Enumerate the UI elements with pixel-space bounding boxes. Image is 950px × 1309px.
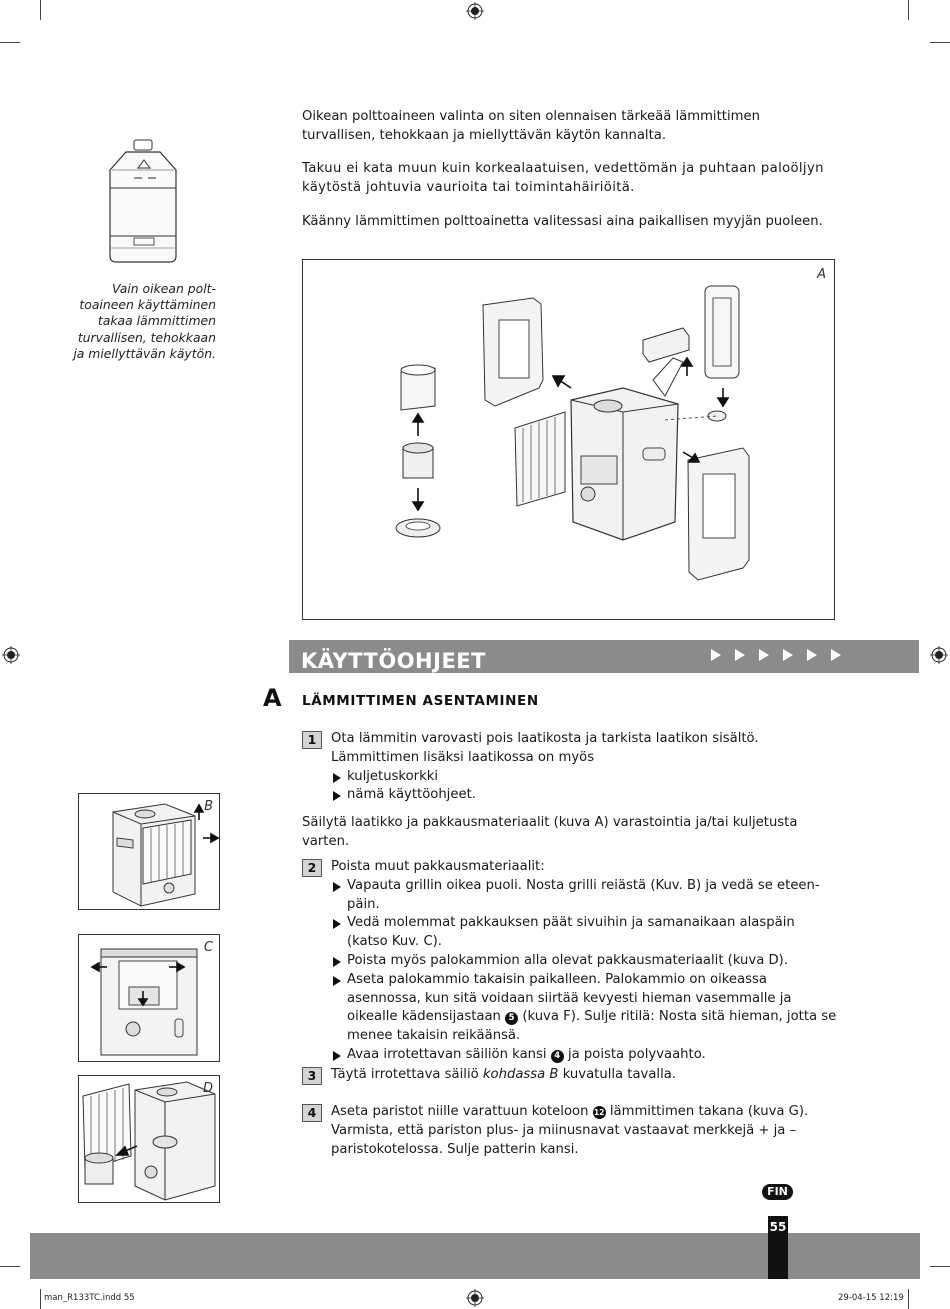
figure-b-label: B	[204, 799, 213, 814]
subsection-title: LÄMMITTIMEN ASENTAMINEN	[302, 693, 539, 709]
crop-mark	[40, 0, 41, 20]
step-2-line-1: Poista muut pakkausmateriaalit:	[331, 859, 545, 874]
step-4	[331, 1103, 837, 1159]
grille-removal-diagram	[79, 794, 219, 909]
step-1-note: Säilytä laatikko ja pakkausmateriaalit (kuva A) varastointia ja/tai kuljetusta varten.	[302, 815, 798, 849]
callout-5-icon: 5	[505, 1012, 518, 1025]
step-1	[331, 730, 841, 805]
step-1-number: 1	[302, 731, 322, 749]
exploded-heater-diagram	[303, 260, 834, 619]
figure-a	[302, 259, 835, 620]
step-1-line-2: Lämmittimen lisäksi laatikossa on myös	[331, 749, 595, 765]
arrow-right-icon	[735, 649, 745, 661]
page-number: 55	[769, 1220, 787, 1234]
crop-mark	[0, 42, 20, 43]
arrow-right-icon	[807, 649, 817, 661]
step-2-bullet-5	[331, 1046, 837, 1065]
step-1-bullet-2: nämä käyttöohjeet.	[331, 786, 841, 805]
callout-12-icon: 12	[593, 1108, 605, 1117]
subsection-letter: A	[263, 684, 282, 712]
date-slug: 29-04-15 12:19	[838, 1293, 904, 1303]
registration-mark-icon	[466, 1289, 484, 1307]
arrow-right-icon	[759, 649, 769, 661]
step-4-number: 4	[302, 1104, 322, 1122]
language-badge: FIN	[762, 1184, 793, 1200]
step-2-number: 2	[302, 859, 322, 877]
callout-4-icon: 4	[551, 1050, 564, 1063]
arrow-right-icon	[831, 649, 841, 661]
figure-a-label: A	[817, 267, 826, 282]
figure-c-label: C	[203, 940, 213, 955]
step-3-text-a: Täytä irrotettava säiliö	[331, 1067, 479, 1082]
crop-mark	[930, 42, 950, 43]
figure-d	[78, 1075, 220, 1203]
step-3-text-b: kuvatulla tavalla.	[562, 1067, 677, 1082]
crop-mark	[40, 1289, 41, 1309]
section-title: KÄYTTÖOHJEET	[301, 649, 486, 673]
registration-mark-icon	[930, 646, 948, 664]
step-3-text-em: kohdassa B	[482, 1067, 559, 1082]
step-2-bullet-4-text-a: Aseta palokammio takaisin paikalleen. Palokammio on oikeassa asennossa, kun sitä voidaan siirtää kevyesti hieman vasemmalle ja oikealle kädensijastaan	[347, 971, 792, 1025]
step-1-line-1: Ota lämmitin varovasti pois laatikosta ja tarkista laatikon sisältö.	[331, 731, 759, 746]
fuel-canister-icon	[104, 138, 188, 266]
step-2-bullet-4-text-b: (kuva F). Sulje ritilä: Nosta sitä hieman, jotta se menee takaisin reikäänsä.	[347, 1009, 837, 1044]
step-2	[331, 858, 837, 1065]
step-2-bullet-3: Poista myös palokammion alla olevat pakkausmateriaalit (kuva D).	[331, 952, 837, 971]
packaging-removal-diagram	[79, 935, 219, 1061]
intro-paragraph-1: Oikean polttoaineen valinta on siten olennaisen tärkeää lämmittimen turvallisen, tehokkaan ja miellyttävän käytön kannalta.	[302, 109, 760, 143]
crop-mark	[908, 0, 909, 20]
step-1-bullet-1: kuljetuskorkki	[331, 768, 841, 787]
arrow-right-icon	[783, 649, 793, 661]
fuel-caption: Vain oikean polttoaineen käyttäminen takaa lämmittimen turvallisen, tehokkaan ja miellyttävän käytön.	[73, 281, 216, 361]
section-arrows	[711, 649, 841, 661]
combustion-chamber-diagram	[79, 1076, 219, 1202]
step-2-bullet-1: Vapauta grillin oikea puoli. Nosta grilli reiästä (Kuv. B) ja vedä se eteenpäin.	[331, 877, 837, 915]
registration-mark-icon	[2, 646, 20, 664]
step-3	[331, 1066, 841, 1085]
step-4-text-b: lämmittimen takana (kuva G). Varmista, että pariston plus- ja miinusnavat vastaavat merkkejä + ja – paristokotelossa. Sulje patterin kansi.	[331, 1104, 809, 1157]
arrow-right-icon	[711, 649, 721, 661]
crop-mark	[908, 1289, 909, 1309]
step-2-bullet-5-text-a: Avaa irrotettavan säiliön kansi	[347, 1046, 547, 1062]
figure-c	[78, 934, 220, 1062]
crop-mark	[930, 1266, 950, 1267]
crop-mark	[0, 1266, 20, 1267]
step-2-bullet-4	[331, 971, 837, 1046]
intro-paragraph-2: Takuu ei kata muun kuin korkealaatuisen, vedettömän ja puhtaan paloöljyn käytöstä johtuvia vaurioita tai toimintahäiriöitä.	[302, 161, 824, 195]
step-4-text-a: Aseta paristot niille varattuun koteloon	[331, 1104, 589, 1119]
intro-paragraph-3: Käänny lämmittimen polttoainetta valitessasi aina paikallisen myyjän puoleen.	[302, 214, 823, 230]
section-header-bar	[289, 640, 919, 673]
figure-d-label: D	[202, 1081, 213, 1096]
step-2-bullet-2: Vedä molemmat pakkauksen päät sivuihin ja samanaikaan alaspäin (katso Kuv. C).	[331, 914, 837, 952]
file-slug: man_R133TC.indd 55	[44, 1293, 135, 1303]
step-2-bullet-5-text-b: ja poista polyvaahto.	[567, 1046, 706, 1062]
step-3-number: 3	[302, 1067, 322, 1085]
registration-mark-icon	[466, 2, 484, 20]
intro-text	[302, 108, 834, 232]
figure-b	[78, 793, 220, 910]
